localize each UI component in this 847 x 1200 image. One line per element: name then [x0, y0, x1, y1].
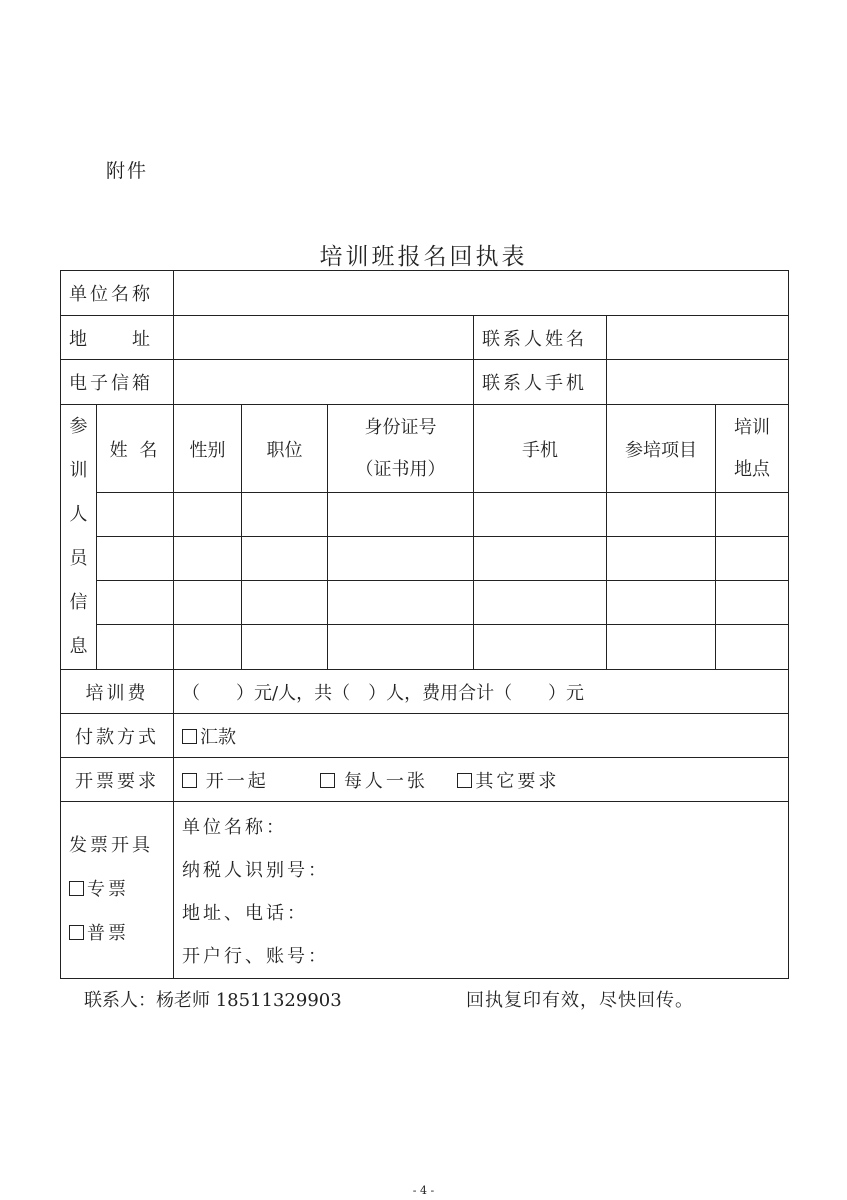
invoice-opt-each: 每人一张: [343, 770, 428, 792]
cell[interactable]: [607, 625, 716, 670]
invoice-req-label: 开票要求: [61, 758, 174, 802]
cell[interactable]: [607, 581, 716, 625]
cell[interactable]: [607, 537, 716, 581]
cell[interactable]: [716, 581, 789, 625]
checkbox-icon[interactable]: [182, 729, 197, 744]
cell[interactable]: [97, 581, 174, 625]
invoice-details: [174, 802, 789, 979]
footer-note: 回执复印有效，尽快回传。: [466, 990, 694, 1011]
checkbox-icon[interactable]: [182, 773, 197, 788]
invoice-opt-other: 其它要求: [475, 770, 560, 792]
table-row: [61, 625, 789, 670]
cell[interactable]: [242, 537, 328, 581]
payment-label: 付款方式: [61, 714, 174, 758]
contact-name-field[interactable]: [607, 316, 789, 360]
contact-name-label: 联系人姓名: [474, 316, 607, 360]
cell[interactable]: [97, 537, 174, 581]
participants-label: 参 训 人 员 信 息: [61, 405, 97, 670]
invoice-label: 发票开具: [69, 835, 153, 856]
invoice-field-bank: 开户行、账号：: [182, 946, 329, 967]
invoice-field-unit: 单位名称：: [182, 817, 287, 838]
invoice-opt-together: 开一起: [205, 770, 269, 792]
cell[interactable]: [474, 493, 607, 537]
contact-phone-label: 联系人手机: [474, 360, 607, 405]
invoice-type-general: 普票: [69, 912, 165, 956]
cell[interactable]: [174, 537, 242, 581]
checkbox-icon[interactable]: [69, 881, 84, 896]
address-label: 地 址: [61, 316, 174, 360]
cell[interactable]: [242, 625, 328, 670]
unit-name-field[interactable]: [174, 271, 789, 316]
cell[interactable]: [328, 493, 474, 537]
fee-text: （ ）元/人，共（ ）人，费用合计（ ）元: [174, 670, 789, 714]
col-phone: 手机: [474, 405, 607, 493]
table-row: [61, 537, 789, 581]
cell[interactable]: [97, 625, 174, 670]
cell[interactable]: [716, 493, 789, 537]
cell[interactable]: [607, 493, 716, 537]
contact-phone-field[interactable]: [607, 360, 789, 405]
col-id-number: 身份证号 （证书用）: [328, 405, 474, 493]
invoice-field-taxid: 纳税人识别号：: [182, 860, 329, 881]
cell[interactable]: [242, 493, 328, 537]
email-field[interactable]: [174, 360, 474, 405]
payment-option: 汇款: [174, 714, 789, 758]
cell[interactable]: [474, 625, 607, 670]
cell[interactable]: [328, 581, 474, 625]
cell[interactable]: [716, 625, 789, 670]
cell[interactable]: [242, 581, 328, 625]
invoice-type-special: 专票: [69, 868, 165, 912]
cell[interactable]: [716, 537, 789, 581]
registration-form: [60, 270, 789, 979]
table-row: [61, 581, 789, 625]
cell[interactable]: [328, 537, 474, 581]
attachment-label: 附件: [106, 160, 149, 182]
checkbox-icon[interactable]: [69, 925, 84, 940]
cell[interactable]: [174, 493, 242, 537]
table-row: [61, 493, 789, 537]
col-name: 姓 名: [97, 405, 174, 493]
address-field[interactable]: [174, 316, 474, 360]
unit-name-label: 单位名称: [61, 271, 174, 316]
cell[interactable]: [174, 625, 242, 670]
footer-contact: 联系人：杨老师 18511329903: [84, 990, 342, 1011]
col-project: 参培项目: [607, 405, 716, 493]
col-position: 职位: [242, 405, 328, 493]
email-label: 电子信箱: [61, 360, 174, 405]
checkbox-icon[interactable]: [320, 773, 335, 788]
col-gender: 性别: [174, 405, 242, 493]
invoice-req-options: [174, 758, 789, 802]
invoice-issue-cell: [61, 802, 174, 979]
cell[interactable]: [474, 537, 607, 581]
cell[interactable]: [97, 493, 174, 537]
cell[interactable]: [174, 581, 242, 625]
invoice-field-address: 地址、电话：: [182, 903, 308, 924]
col-location: 培训 地点: [716, 405, 789, 493]
cell[interactable]: [474, 581, 607, 625]
fee-label: 培训费: [61, 670, 174, 714]
checkbox-icon[interactable]: [457, 773, 472, 788]
cell[interactable]: [328, 625, 474, 670]
page-number: - 4 -: [412, 1184, 435, 1197]
form-title: 培训班报名回执表: [319, 244, 528, 270]
